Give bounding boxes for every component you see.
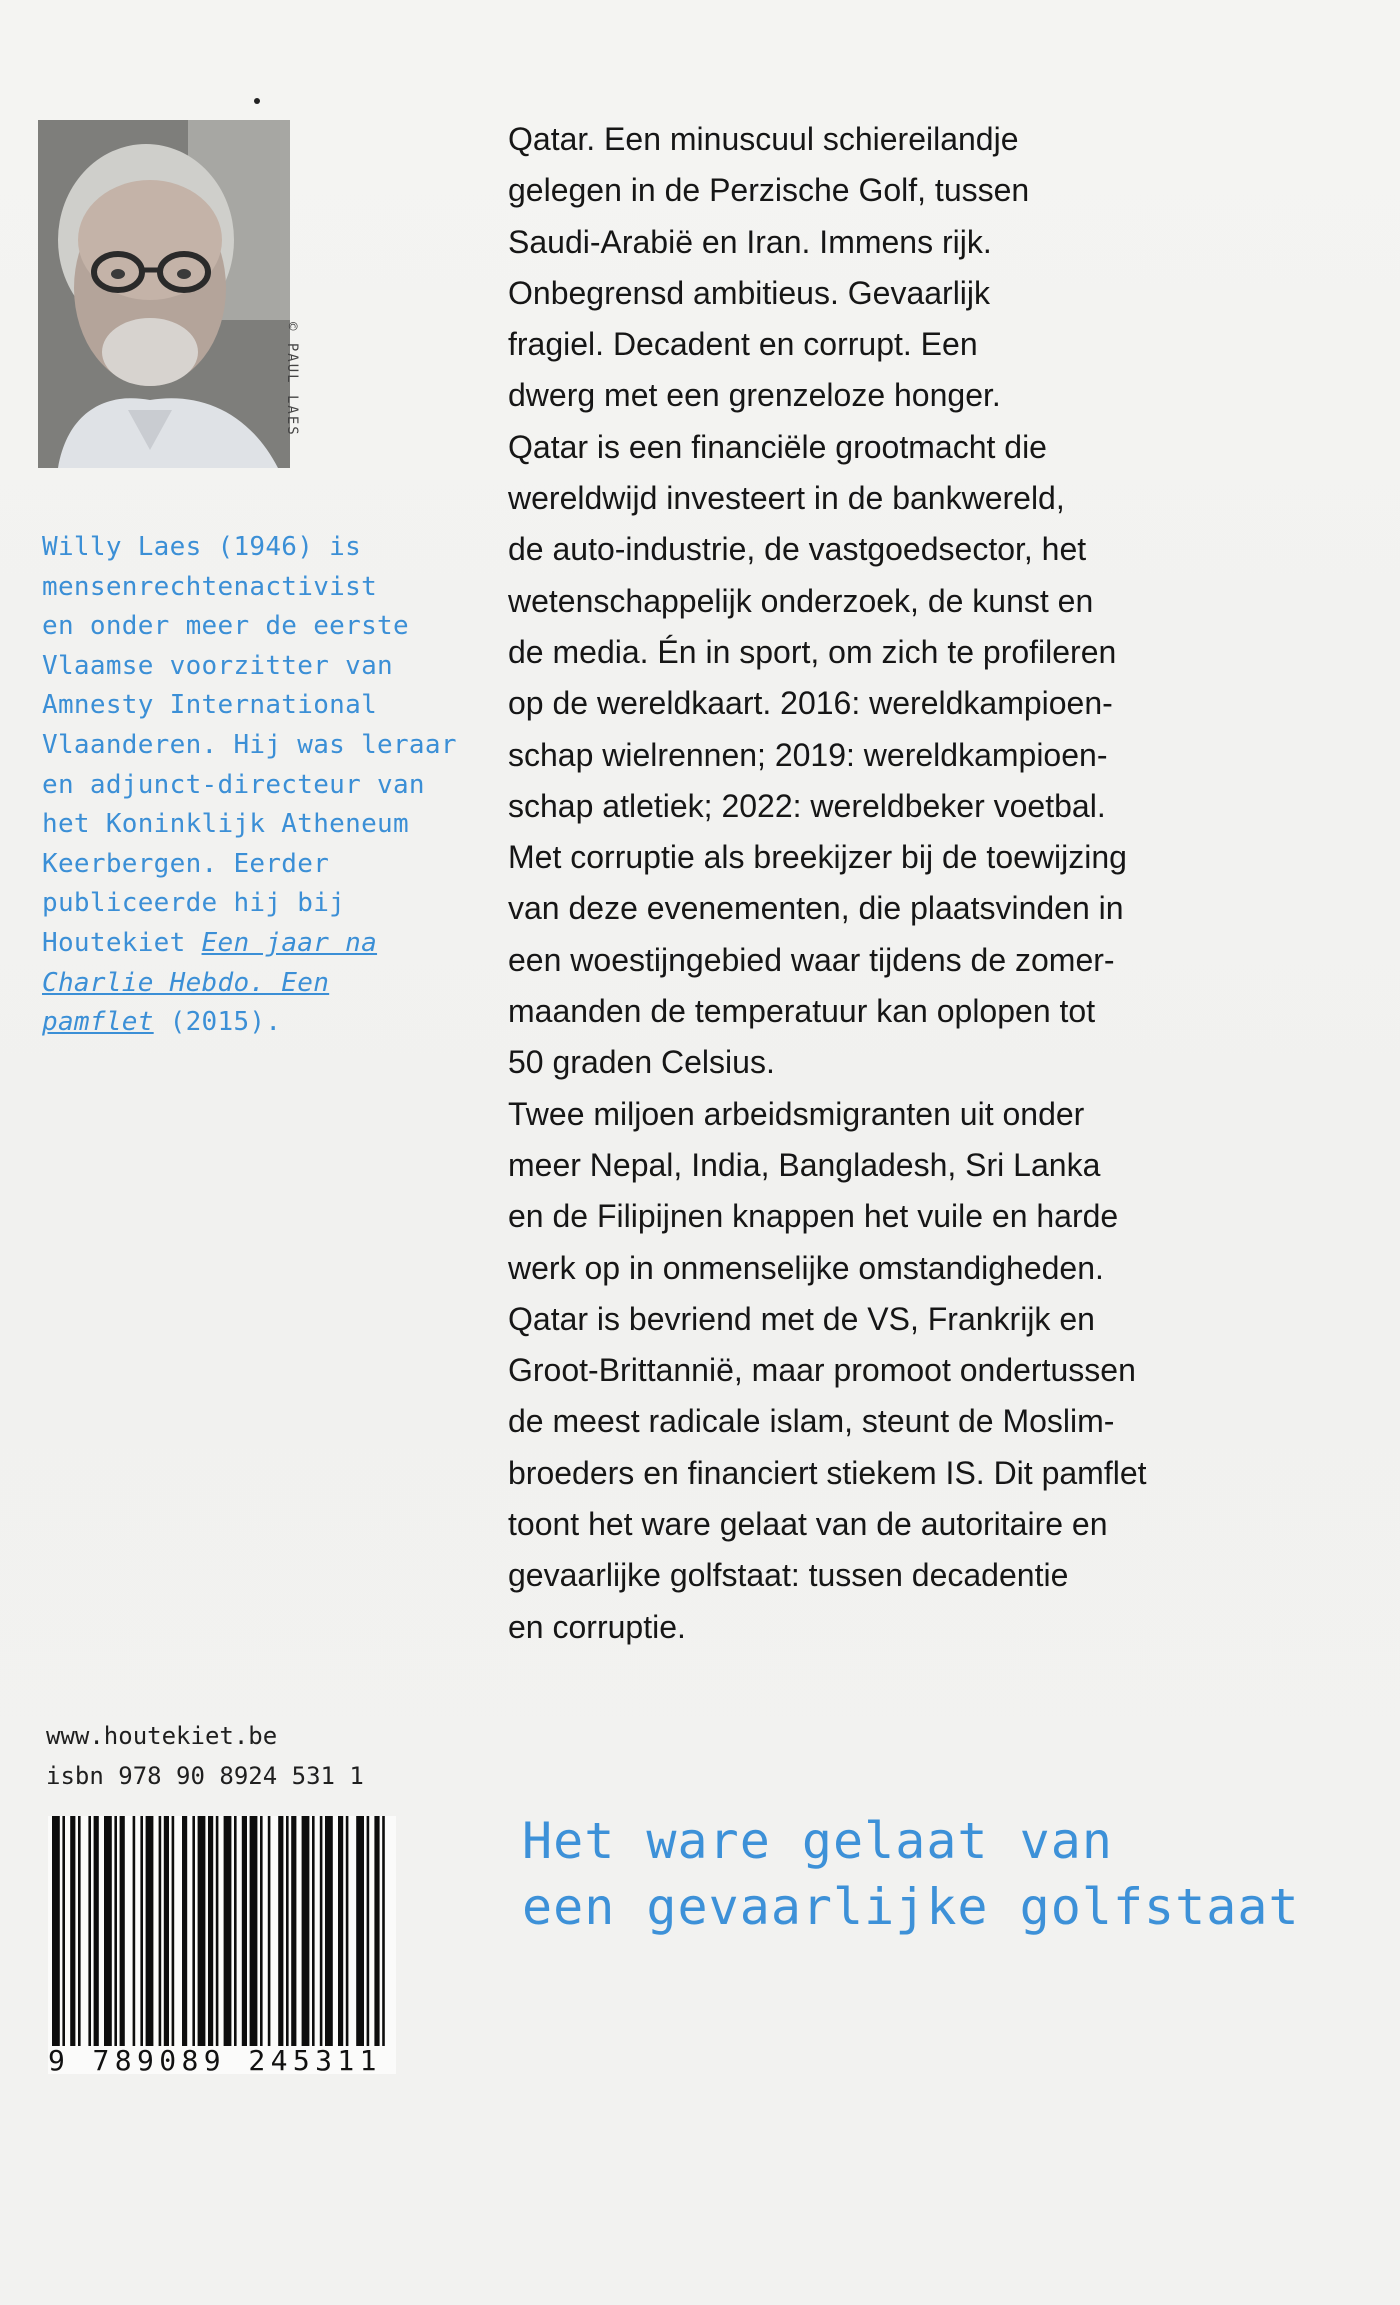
blurb-line: de meest radicale islam, steunt de Moslim- <box>508 1403 1115 1440</box>
barcode-bar <box>104 1816 112 2046</box>
barcode-bar <box>159 1816 162 2046</box>
barcode-bar <box>374 1816 379 2046</box>
blurb-line: dwerg met een grenzeloze honger. <box>508 377 1001 414</box>
publisher-website: www.houtekiet.be <box>46 1722 278 1750</box>
barcode-bar <box>286 1816 289 2046</box>
bio-book-title: Charlie Hebdo. Een <box>42 967 330 998</box>
barcode-bar <box>250 1816 258 2046</box>
author-portrait-illustration <box>38 120 290 468</box>
barcode-bar <box>114 1816 117 2046</box>
barcode-number: 9 789089 245311 <box>48 2044 382 2077</box>
book-blurb <box>508 114 1328 1653</box>
bio-line: en adjunct-directeur van <box>42 769 425 800</box>
blurb-line: Met corruptie als breekijzer bij de toewijzing <box>508 839 1127 876</box>
blurb-line: de auto-industrie, de vastgoedsector, het <box>508 531 1087 568</box>
barcode-bar <box>320 1816 323 2046</box>
blurb-line: een woestijngebied waar tijdens de zomer- <box>508 941 1115 978</box>
barcode-bar <box>278 1816 283 2046</box>
blurb-line: en de Filipijnen knappen het vuile en harde <box>508 1198 1119 1235</box>
blurb-line: schap atletiek; 2022: wereldbeker voetbal. <box>508 787 1106 824</box>
blurb-line: van deze evenementen, die plaatsvinden in <box>508 890 1124 927</box>
barcode-bar <box>182 1816 187 2046</box>
blurb-line: meer Nepal, India, Bangladesh, Sri Lanka <box>508 1146 1101 1183</box>
bio-line: Vlaamse voorzitter van <box>42 650 393 681</box>
blurb-line: Qatar is bevriend met de VS, Frankrijk en <box>508 1300 1095 1337</box>
blurb-line: Qatar. Een minuscuul schiereilandje <box>508 121 1019 157</box>
barcode-bar <box>291 1816 296 2046</box>
barcode <box>48 1816 396 2077</box>
blurb-line: werk op in onmenselijke omstandigheden. <box>508 1249 1104 1286</box>
barcode-bar <box>70 1816 75 2046</box>
isbn-number: isbn 978 90 8924 531 1 <box>46 1762 364 1790</box>
barcode-bar <box>382 1816 385 2046</box>
barcode-bar <box>224 1816 232 2046</box>
barcode-bar <box>312 1816 315 2046</box>
blurb-line: 50 graden Celsius. <box>508 1044 775 1081</box>
bio-line <box>42 964 482 1004</box>
barcode-bar <box>338 1816 343 2046</box>
barcode-bar <box>192 1816 195 2046</box>
blurb-line: Qatar is een financiële grootmacht die <box>508 428 1047 465</box>
barcode-bar <box>164 1816 169 2046</box>
bio-year-text: (2015). <box>153 1007 282 1038</box>
barcode-bar <box>260 1816 263 2046</box>
tagline-line: Het ware gelaat van <box>522 1812 1113 1870</box>
author-bio <box>42 528 482 1043</box>
bio-line: mensenrechtenactivist <box>42 571 378 602</box>
blurb-line: toont het ware gelaat van de autoritaire en <box>508 1506 1108 1543</box>
bio-line: Willy Laes (1946) is <box>42 532 362 562</box>
barcode-bar <box>198 1816 206 2046</box>
barcode-bar <box>242 1816 247 2046</box>
blurb-line: wetenschappelijk onderzoek, de kunst en <box>508 582 1094 619</box>
blurb-line: Groot-Brittannië, maar promoot ondertussen <box>508 1352 1136 1389</box>
bio-line <box>42 1003 482 1043</box>
barcode-bars <box>48 1816 396 2046</box>
bio-book-title: pamflet <box>42 1007 154 1038</box>
bio-line: Vlaanderen. Hij was leraar <box>42 729 457 760</box>
barcode-bar <box>268 1816 271 2046</box>
blurb-line: wereldwijd investeert in de bankwereld, <box>508 480 1065 517</box>
barcode-bar <box>146 1816 154 2046</box>
blurb-line: fragiel. Decadent en corrupt. Een <box>508 326 978 363</box>
barcode-bar <box>172 1816 175 2046</box>
blurb-line: Twee miljoen arbeidsmigranten uit onder <box>508 1095 1085 1132</box>
barcode-bar <box>356 1816 364 2046</box>
barcode-bar <box>216 1816 219 2046</box>
tagline <box>522 1808 1382 1940</box>
bio-book-title: Een jaar na <box>201 927 378 958</box>
blurb-line: en corruptie. <box>508 1608 686 1645</box>
barcode-bar <box>62 1816 65 2046</box>
barcode-bar <box>88 1816 91 2046</box>
barcode-bar <box>208 1816 213 2046</box>
bio-line <box>42 924 482 964</box>
barcode-bar <box>52 1816 60 2046</box>
blurb-line: Onbegrensd ambitieus. Gevaarlijk <box>508 274 991 311</box>
barcode-bar <box>133 1816 136 2046</box>
blurb-line: gevaarlijke golfstaat: tussen decadentie <box>508 1557 1069 1594</box>
barcode-bar <box>78 1816 81 2046</box>
barcode-bar <box>325 1816 333 2046</box>
bio-line: en onder meer de eerste <box>42 611 409 642</box>
photo-credit: © PAUL LAES <box>284 322 300 437</box>
bio-line: Amnesty International <box>42 690 378 721</box>
barcode-bar <box>367 1816 370 2046</box>
blurb-line: Saudi-Arabië en Iran. Immens rijk. <box>508 223 992 260</box>
tagline-line: een gevaarlijke golfstaat <box>522 1878 1300 1936</box>
blurb-line: maanden de temperatuur kan oplopen tot <box>508 993 1096 1030</box>
blurb-line: schap wielrennen; 2019: wereldkampioen- <box>508 736 1108 773</box>
bio-line: Keerbergen. Eerder <box>42 848 330 879</box>
bio-line: publiceerde hij bij <box>42 888 346 919</box>
barcode-bar <box>94 1816 99 2046</box>
barcode-bar <box>346 1816 349 2046</box>
blurb-line: de media. Én in sport, om zich te profileren <box>508 633 1117 670</box>
ink-speck <box>254 98 260 104</box>
barcode-bar <box>302 1816 310 2046</box>
barcode-bar <box>120 1816 125 2046</box>
blurb-line: broeders en financiert stiekem IS. Dit pamflet <box>508 1454 1147 1491</box>
blurb-line: gelegen in de Perzische Golf, tussen <box>508 172 1030 209</box>
barcode-bar <box>234 1816 237 2046</box>
author-photo <box>38 120 290 468</box>
barcode-bar <box>140 1816 143 2046</box>
bio-line: het Koninklijk Atheneum <box>42 809 409 840</box>
blurb-line: op de wereldkaart. 2016: wereldkampioen- <box>508 685 1113 722</box>
bio-publisher-text: Houtekiet <box>42 927 202 958</box>
